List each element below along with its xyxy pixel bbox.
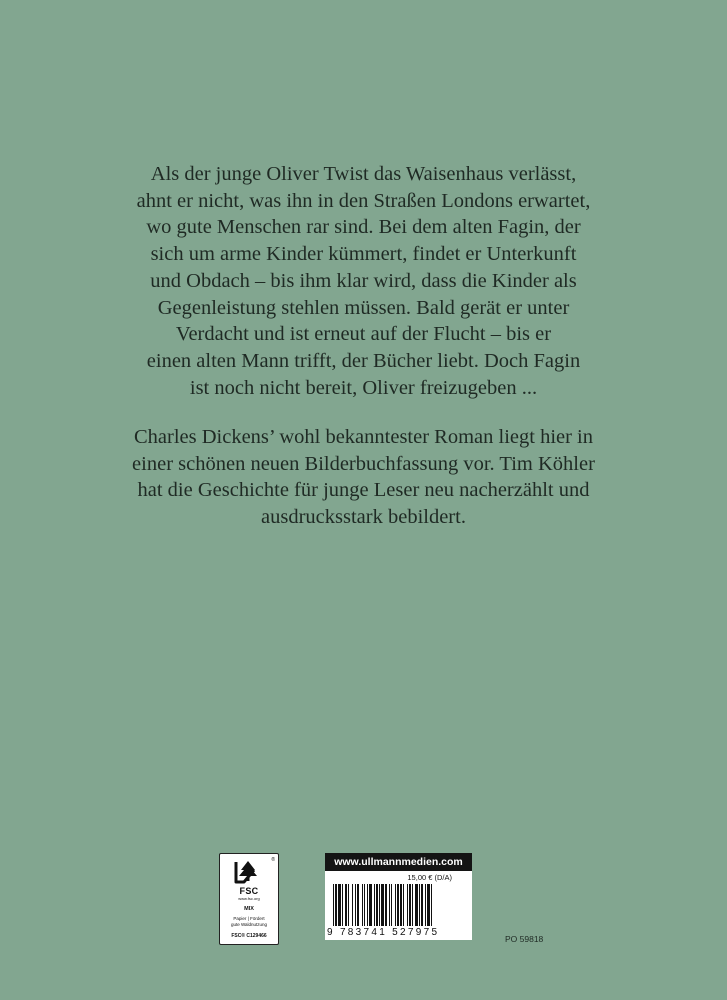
blurb-line: Verdacht und ist erneut auf der Flucht – bis er (175, 323, 552, 346)
product-code: PO 59818 (505, 934, 544, 944)
fsc-tree-check-icon (230, 858, 268, 886)
fsc-paper-line-1: Papier | Fördert (233, 916, 265, 921)
barcode-bar (379, 884, 380, 926)
barcode-bar (357, 884, 359, 926)
barcode-bar (421, 884, 423, 926)
barcode-bar (364, 884, 365, 926)
fsc-paper-line-2: gute Waldnutzung (230, 922, 268, 927)
barcode-bar (425, 884, 426, 926)
barcode-bar (431, 884, 432, 926)
blurb-line: sich um arme Kinder kümmert, findet er Unterkunft (150, 243, 577, 266)
barcode-bar (391, 884, 392, 926)
barcode-bar (342, 884, 343, 926)
blurb-line: einen alten Mann trifft, der Bücher liebt. Doch Fagin (146, 349, 581, 372)
barcode-bar (427, 884, 430, 926)
blurb-line: Charles Dickens’ wohl bekanntester Roman liegt hier in (133, 426, 594, 448)
barcode-bar (389, 884, 390, 926)
barcode-bar (376, 884, 378, 926)
blurb-line: hat die Geschichte für junge Leser neu nacherzählt und (137, 479, 590, 502)
barcode-bar (345, 884, 347, 926)
barcode-bar (374, 884, 375, 926)
barcode-bar (381, 884, 384, 926)
barcode-bar (355, 884, 356, 926)
barcode-bar (338, 884, 341, 926)
blurb-line: ahnt er nicht, was ihn in den Straßen Londons erwartet, (136, 189, 591, 212)
barcode-bar (395, 884, 396, 926)
fsc-label: ® FSC www.fsc.org MIX Papier | Fördert gute Waldnutzung FSC® C129466 (219, 853, 279, 945)
barcode-bar (415, 884, 418, 926)
barcode-bar (403, 884, 404, 926)
barcode-bar (335, 884, 337, 926)
barcode-bar (367, 884, 368, 926)
isbn-number: 9 783741 527975 (327, 927, 440, 938)
barcode-bar (397, 884, 399, 926)
barcode-bar (362, 884, 363, 926)
barcode-bar (369, 884, 372, 926)
blurb-line: ausdrucksstark bebildert. (261, 506, 466, 529)
barcode-bar (333, 884, 334, 926)
blurb-paragraph-1 (110, 161, 617, 401)
blurb-line: und Obdach – bis ihm klar wird, dass die Kinder als (150, 269, 577, 292)
barcode-bar (407, 884, 408, 926)
blurb-line: einer schönen neuen Bilderbuchfassung vor. Tim Köhler (132, 452, 595, 475)
ean-barcode (331, 884, 466, 928)
fsc-url: www.fsc.org (238, 896, 260, 901)
barcode-bar (419, 884, 420, 926)
price: 15,00 € (D/A) (407, 873, 452, 882)
blurb-line: Als der junge Oliver Twist das Waisenhaus verlässt, (150, 163, 577, 185)
barcode-bar (412, 884, 413, 926)
fsc-license-code: FSC® C129466 (231, 933, 267, 939)
barcode-bar (348, 884, 349, 926)
blurb-line: Gegenleistung stehlen müssen. Bald gerät er unter (157, 296, 570, 319)
blurb-line: ist noch nicht bereit, Oliver freizugeben ... (189, 376, 538, 399)
barcode-bar (385, 884, 387, 926)
blurb-paragraph-2 (110, 424, 617, 531)
barcode-box (325, 853, 472, 940)
publisher-url: www.ullmannmedien.com (325, 853, 472, 871)
fsc-name: FSC (239, 886, 259, 896)
fsc-type: MIX (244, 906, 254, 912)
barcode-bar (400, 884, 402, 926)
blurb-line: wo gute Menschen rar sind. Bei dem alten Fagin, der (146, 216, 581, 239)
barcode-bar (409, 884, 411, 926)
barcode-bar (352, 884, 353, 926)
